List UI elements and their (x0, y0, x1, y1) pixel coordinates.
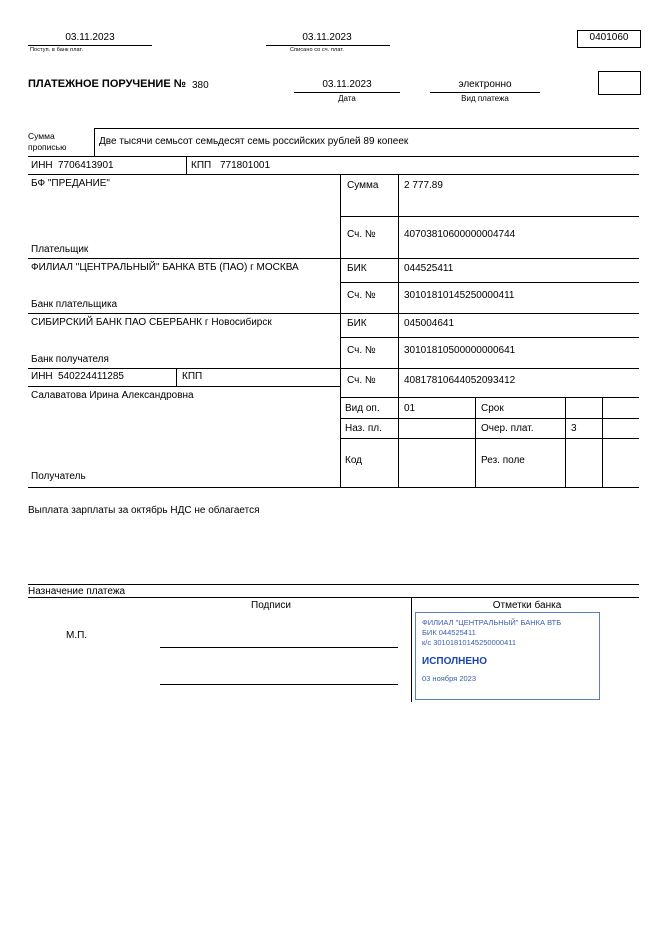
date-in-bank-label: Поступ. в банк плат. (30, 47, 84, 53)
stamp-place-label: М.П. (66, 630, 88, 641)
payer-amount-bottom-rule (340, 216, 639, 217)
payee-bank-role-label: Банк получателя (31, 354, 109, 365)
op-kind-label: Вид оп. (345, 403, 380, 414)
payee-bank-account-label: Сч. № (347, 345, 376, 356)
payer-bank-name: ФИЛИАЛ "ЦЕНТРАЛЬНЫЙ" БАНКА ВТБ (ПАО) г МОСКВА (31, 262, 299, 273)
payer-account-value: 40703810600000004744 (404, 229, 516, 240)
purpose-bottom-rule (28, 584, 639, 585)
code-label: Код (345, 455, 363, 466)
payer-role-label: Плательщик (31, 244, 89, 255)
amount-words-label-line2: прописью (28, 142, 67, 152)
purpose-label: Назначение платежа (28, 586, 126, 597)
doc-date-rule (294, 92, 400, 93)
payer-bank-account-value: 30101810145250000411 (404, 290, 515, 301)
date-in-bank-rule (28, 45, 152, 46)
payer-bank-role-label: Банк плательщика (31, 299, 118, 310)
page-title: ПЛАТЕЖНОЕ ПОРУЧЕНИЕ № (28, 78, 186, 90)
date-in-bank-value: 03.11.2023 (65, 32, 115, 43)
payer-inn-kpp-divider (186, 156, 187, 174)
details-col1-rule (398, 397, 399, 487)
op-kind-value: 01 (404, 403, 416, 414)
details-row2-bottom-rule (340, 438, 639, 439)
payer-kpp-value: 771801001 (220, 160, 271, 171)
reserve-label: Рез. поле (481, 455, 525, 466)
payer-bank-bik-value: 044525411 (404, 263, 454, 274)
payee-bank-bik-bottom-rule (340, 337, 639, 338)
amount-words-bottom-rule (28, 156, 639, 157)
payee-account-bottom-rule (340, 397, 639, 398)
stamp-bank-name: ФИЛИАЛ "ЦЕНТРАЛЬНЫЙ" БАНКА ВТБ (422, 618, 562, 627)
payee-name: Салаватова Ирина Александровна (31, 390, 194, 401)
payee-bank-account-value: 30101810500000000641 (404, 345, 516, 356)
payment-kind-value: электронно (458, 79, 512, 90)
payer-bank-account-label: Сч. № (347, 290, 376, 301)
payee-bank-bik-value: 045004641 (404, 318, 455, 329)
payee-bank-right-left-rule (340, 313, 341, 368)
amount-words-value: Две тысячи семьсот семьдесят семь российских рублей 89 копеек (99, 136, 409, 147)
bank-execution-stamp (415, 612, 600, 700)
priority-value: 3 (571, 423, 577, 434)
payer-kpp-label: КПП (191, 160, 212, 171)
stamp-bank-bik: БИК 044525411 (422, 628, 476, 637)
details-col3-rule (565, 397, 566, 487)
signature-line-2 (160, 684, 398, 685)
details-col4-rule (602, 397, 603, 487)
payee-bank-bottom-rule (28, 368, 639, 369)
amount-box-top-rule (94, 128, 639, 129)
doc-date-label: Дата (338, 94, 356, 103)
payment-kind-rule (430, 92, 540, 93)
payer-account-label: Сч. № (347, 229, 376, 240)
payee-inn-value: 540224411285 (58, 371, 124, 382)
signature-line-1 (160, 647, 398, 648)
payment-kind-code-box (598, 71, 641, 95)
payee-inn-kpp-divider (176, 368, 177, 386)
form-code-box: 0401060 (577, 30, 641, 48)
payer-inn-value: 7706413901 (58, 160, 114, 171)
payer-bank-bik-label: БИК (347, 263, 367, 274)
amount-words-label-line1: Сумма (28, 131, 55, 141)
payer-account-bottom-rule (340, 258, 639, 259)
stamp-date: 03 ноября 2023 (422, 674, 477, 683)
payee-bank-name: СИБИРСКИЙ БАНК ПАО СБЕРБАНК г Новосибирск (31, 317, 272, 328)
details-row1-bottom-rule (340, 418, 639, 419)
stamp-bank-corr-account: к/с 30101810145250000411 (422, 638, 517, 647)
purpose-code-label: Наз. пл. (345, 423, 382, 434)
priority-label: Очер. плат. (481, 423, 534, 434)
payer-bank-right-mid-rule (398, 258, 399, 314)
purpose-text: Выплата зарплаты за октябрь НДС не облагается (28, 505, 260, 516)
doc-date-value: 03.11.2023 (322, 79, 372, 90)
payer-amount-label: Сумма (347, 180, 379, 191)
payee-account-left-rule (340, 368, 341, 397)
signatures-label: Подписи (251, 600, 291, 611)
date-written-off-value: 03.11.2023 (302, 32, 352, 43)
payer-bank-right-left-rule (340, 258, 341, 314)
footer-top-rule (28, 597, 639, 598)
payee-account-value: 40817810644052093412 (404, 375, 516, 386)
payer-bank-bik-bottom-rule (340, 282, 639, 283)
term-label: Срок (481, 403, 504, 414)
stamp-status: ИСПОЛНЕНО (422, 656, 488, 667)
date-written-off-rule (266, 45, 390, 46)
date-written-off-label: Списано со сч. плат. (290, 47, 345, 53)
payee-role-label: Получатель (31, 471, 86, 482)
payment-kind-label: Вид платежа (461, 94, 509, 103)
payee-account-label: Сч. № (347, 375, 376, 386)
details-col2-rule (475, 397, 476, 487)
payee-account-mid-rule (398, 368, 399, 397)
payer-block-bottom-rule (28, 258, 340, 259)
payee-kpp-label: КПП (182, 371, 203, 382)
payee-bank-bik-label: БИК (347, 318, 367, 329)
details-left-rule (340, 397, 341, 487)
doc-number: 380 (192, 80, 209, 91)
amount-box-left-rule (94, 128, 95, 156)
payer-bank-bottom-rule (28, 313, 639, 314)
footer-divider-rule (411, 597, 412, 702)
payee-inn-label: ИНН (31, 371, 53, 382)
payee-bank-right-mid-rule (398, 313, 399, 368)
main-table-bottom-rule (28, 487, 639, 488)
bank-marks-label: Отметки банка (492, 600, 562, 611)
payer-amount-value: 2 777.89 (404, 180, 443, 191)
payer-inn-label: ИНН (31, 160, 53, 171)
payer-name: БФ "ПРЕДАНИЕ" (31, 178, 110, 189)
payee-inn-bottom-rule (28, 386, 340, 387)
payer-inn-bottom-rule (28, 174, 639, 175)
